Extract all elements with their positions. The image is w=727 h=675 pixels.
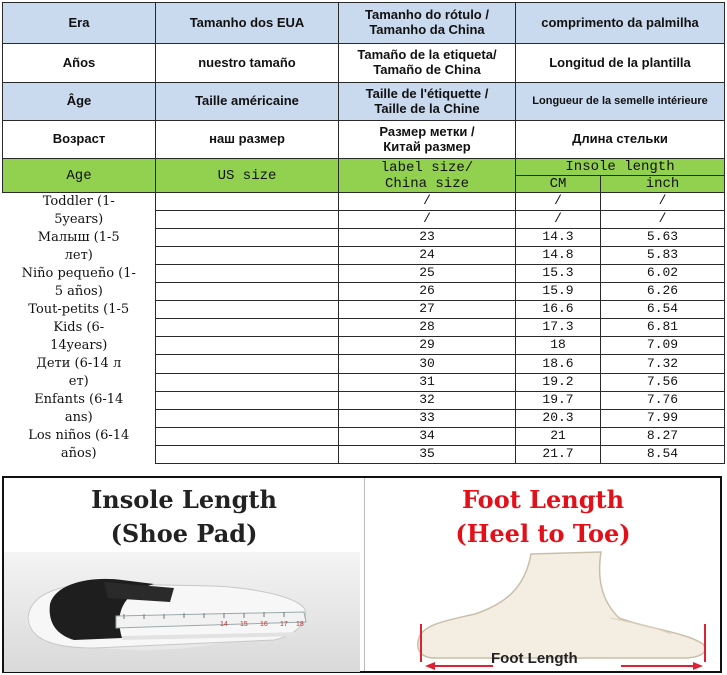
insole-cm-cell: 14.8 bbox=[516, 247, 601, 265]
age-group-line: 14years) bbox=[50, 338, 108, 354]
ruler-number: 18 bbox=[296, 621, 304, 628]
green-header-cm: CM bbox=[516, 176, 601, 193]
header-cell: Tamaño de la etiqueta/ Tamaño de China bbox=[339, 44, 516, 83]
insole-inch-cell: / bbox=[601, 211, 725, 229]
insole-inch-cell: 7.56 bbox=[601, 373, 725, 391]
insole-cm-cell: / bbox=[516, 211, 601, 229]
insole-length-panel bbox=[4, 478, 364, 671]
insole-cm-cell: 20.3 bbox=[516, 409, 601, 427]
header-cell: Длина стельки bbox=[516, 121, 725, 159]
age-group-line: Enfants (6-14 bbox=[34, 392, 124, 408]
insole-inch-cell: 6.02 bbox=[601, 265, 725, 283]
insole-cm-cell: 15.9 bbox=[516, 283, 601, 301]
table-row bbox=[3, 193, 725, 211]
green-header-inch: inch bbox=[601, 176, 725, 193]
insole-cm-cell: 21.7 bbox=[516, 445, 601, 463]
age-group-line: ans) bbox=[64, 410, 93, 426]
foot-length-panel bbox=[364, 478, 721, 671]
age-group-line: лет) bbox=[64, 248, 93, 264]
arrow-left-icon bbox=[425, 662, 435, 670]
insole-inch-cell: / bbox=[601, 193, 725, 211]
green-header-us-size: US size bbox=[156, 159, 339, 193]
header-cell: Años bbox=[3, 44, 156, 83]
age-group-line: 5years) bbox=[54, 212, 104, 228]
label-size-cell: 24 bbox=[339, 247, 516, 265]
age-group-line: Малыш (1-5 bbox=[37, 230, 120, 246]
us-size-cell bbox=[156, 337, 339, 355]
us-size-cell bbox=[156, 265, 339, 283]
age-group-line: 5 años) bbox=[54, 284, 103, 300]
green-header-label-size: label size/ China size bbox=[339, 159, 516, 193]
label-size-cell: 23 bbox=[339, 229, 516, 247]
foot-length-caption: Foot Length bbox=[491, 650, 578, 667]
insole-inch-cell: 7.09 bbox=[601, 337, 725, 355]
insole-cm-cell: / bbox=[516, 193, 601, 211]
header-row-russian bbox=[3, 121, 725, 159]
heel-to-toe-subtitle: (Heel to Toe) bbox=[455, 519, 631, 548]
us-size-cell bbox=[156, 391, 339, 409]
insole-inch-cell: 7.76 bbox=[601, 391, 725, 409]
label-size-cell: 29 bbox=[339, 337, 516, 355]
us-size-cell bbox=[156, 301, 339, 319]
header-cell: Размер метки / Китай размер bbox=[339, 121, 516, 159]
label-size-cell: 32 bbox=[339, 391, 516, 409]
header-row-portuguese bbox=[3, 3, 725, 44]
header-cell: Longueur de la semelle intérieure bbox=[516, 83, 725, 121]
us-size-cell bbox=[156, 283, 339, 301]
insole-inch-cell: 6.81 bbox=[601, 319, 725, 337]
label-size-cell: 27 bbox=[339, 301, 516, 319]
insole-cm-cell: 16.6 bbox=[516, 301, 601, 319]
header-cell: Longitud de la plantilla bbox=[516, 44, 725, 83]
insole-inch-cell: 6.26 bbox=[601, 283, 725, 301]
insole-photo-illustration bbox=[4, 552, 360, 672]
green-header-age: Age bbox=[3, 159, 156, 193]
label-size-cell: 30 bbox=[339, 355, 516, 373]
header-cell: nuestro tamaño bbox=[156, 44, 339, 83]
insole-inch-cell: 5.83 bbox=[601, 247, 725, 265]
insole-cm-cell: 18 bbox=[516, 337, 601, 355]
header-cell: наш размер bbox=[156, 121, 339, 159]
label-size-cell: / bbox=[339, 211, 516, 229]
us-size-cell bbox=[156, 409, 339, 427]
age-group-line: Los niños (6-14 bbox=[28, 428, 130, 444]
us-size-cell bbox=[156, 229, 339, 247]
label-size-cell: 25 bbox=[339, 265, 516, 283]
size-rows bbox=[3, 193, 725, 464]
insole-inch-cell: 5.63 bbox=[601, 229, 725, 247]
label-size-cell: 26 bbox=[339, 283, 516, 301]
header-cell: Taille de l'étiquette / Taille de la Chine bbox=[339, 83, 516, 121]
header-cell: Âge bbox=[3, 83, 156, 121]
label-size-cell: 31 bbox=[339, 373, 516, 391]
header-cell: Tamanho do rótulo / Tamanho da China bbox=[339, 3, 516, 44]
insole-inch-cell: 8.27 bbox=[601, 427, 725, 445]
age-group-cell bbox=[3, 193, 156, 464]
us-size-cell bbox=[156, 427, 339, 445]
header-cell: Возраст bbox=[3, 121, 156, 159]
header-row-spanish bbox=[3, 44, 725, 83]
age-group-line: años) bbox=[60, 446, 97, 462]
label-size-cell: / bbox=[339, 193, 516, 211]
foot-shape bbox=[418, 552, 705, 658]
label-size-cell: 35 bbox=[339, 445, 516, 463]
ruler-number: 14 bbox=[220, 621, 228, 628]
us-size-cell bbox=[156, 319, 339, 337]
ruler-number: 17 bbox=[280, 621, 288, 628]
age-group-line: Niño pequeño (1- bbox=[21, 266, 136, 282]
shoe-pad-subtitle: (Shoe Pad) bbox=[110, 519, 258, 548]
insole-inch-cell: 7.99 bbox=[601, 409, 725, 427]
foot-length-title: Foot Length bbox=[461, 485, 625, 514]
label-size-cell: 34 bbox=[339, 427, 516, 445]
header-cell: Taille américaine bbox=[156, 83, 339, 121]
us-size-cell bbox=[156, 211, 339, 229]
size-chart-table bbox=[2, 2, 725, 464]
us-size-cell bbox=[156, 247, 339, 265]
age-group-line: Дети (6-14 л bbox=[36, 356, 122, 372]
insole-cm-cell: 21 bbox=[516, 427, 601, 445]
us-size-cell bbox=[156, 373, 339, 391]
insole-cm-cell: 14.3 bbox=[516, 229, 601, 247]
insole-cm-cell: 15.3 bbox=[516, 265, 601, 283]
header-cell: Tamanho dos EUA bbox=[156, 3, 339, 44]
green-header-row-top bbox=[3, 159, 725, 176]
header-cell: Era bbox=[3, 3, 156, 44]
insole-inch-cell: 7.32 bbox=[601, 355, 725, 373]
age-group-line: Toddler (1- bbox=[42, 194, 115, 210]
ruler-number: 16 bbox=[260, 621, 268, 628]
insole-cm-cell: 19.7 bbox=[516, 391, 601, 409]
green-header-insole-length: Insole length bbox=[516, 159, 725, 176]
insole-length-title: Insole Length bbox=[91, 485, 277, 514]
label-size-cell: 33 bbox=[339, 409, 516, 427]
measurement-photos bbox=[2, 476, 722, 673]
ruler-number: 15 bbox=[240, 621, 248, 628]
age-group-line: Tout-petits (1-5 bbox=[28, 302, 130, 318]
us-size-cell bbox=[156, 355, 339, 373]
label-size-cell: 28 bbox=[339, 319, 516, 337]
age-group-line: Kids (6- bbox=[53, 320, 105, 336]
arrow-right-icon bbox=[693, 662, 703, 670]
us-size-cell bbox=[156, 193, 339, 211]
insole-inch-cell: 6.54 bbox=[601, 301, 725, 319]
insole-cm-cell: 17.3 bbox=[516, 319, 601, 337]
header-cell: comprimento da palmilha bbox=[516, 3, 725, 44]
insole-cm-cell: 19.2 bbox=[516, 373, 601, 391]
us-size-cell bbox=[156, 445, 339, 463]
header-row-french bbox=[3, 83, 725, 121]
age-group-line: ет) bbox=[68, 374, 89, 390]
insole-cm-cell: 18.6 bbox=[516, 355, 601, 373]
insole-inch-cell: 8.54 bbox=[601, 445, 725, 463]
